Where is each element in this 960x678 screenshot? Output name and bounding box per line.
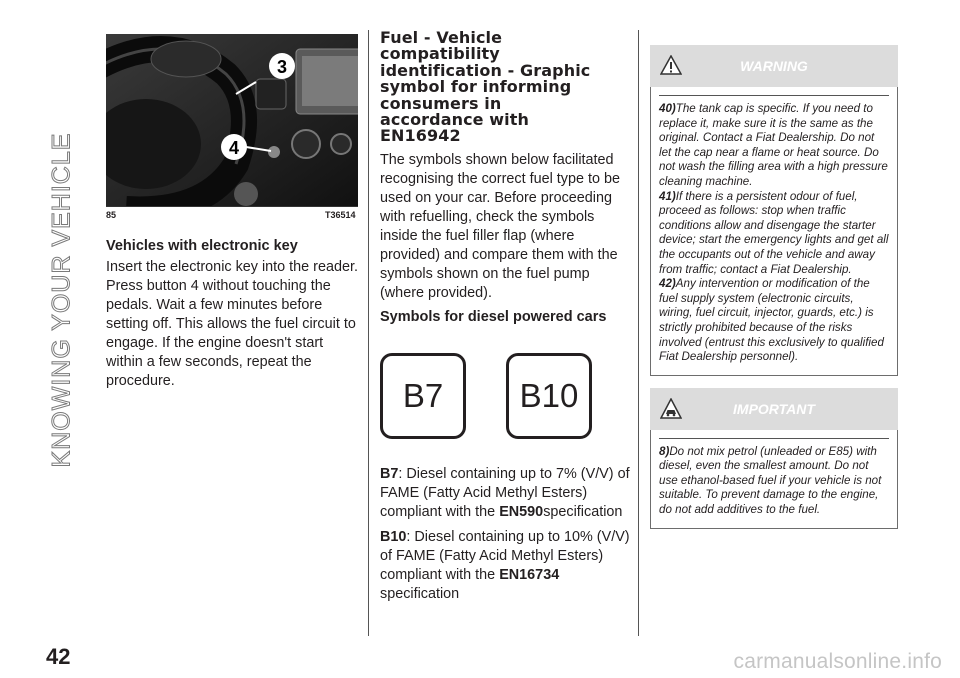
warning-item-text: The tank cap is specific. If you need to replace it, make sure it is the same as the original. Contact a Fiat Dealership. Do not let the cap near a flame or heat source. Do not wash the filling area with a high pressure cleaning machine.	[659, 102, 888, 188]
side-section-title: KNOWING YOUR VEHICLE	[47, 132, 76, 468]
definition-code: B7	[380, 465, 399, 482]
intro-text: The symbols shown below facilitated recognising the correct fuel type to be used on your car. Before proceeding with refuelling, check the symbols inside the fuel filler flap (where provided) and compare them with the symbols shown on the fuel pump (where provided).	[380, 151, 620, 301]
definition-suffix: specification	[543, 503, 623, 520]
definition-suffix: specification	[380, 585, 460, 602]
fuel-symbol-b10: B10	[506, 353, 592, 439]
warning-item-number: 40)	[659, 102, 676, 115]
car-caution-icon	[660, 398, 682, 420]
fuel-symbol-b7: B7	[380, 353, 466, 439]
warning-body	[650, 87, 898, 376]
column-2	[380, 30, 630, 610]
callout-3-label: 3	[276, 57, 288, 77]
dashboard-photo	[106, 34, 358, 206]
warning-item-text: Any intervention or modification of the fuel supply system (electronic circuits, wiring, fuel circuit, injector, guards, etc.) is strictly prohibited because of the risks involved (entrust this exclusively to qualified Fiat Dealership personnel).	[659, 277, 884, 364]
watermark: carmanualsonline.info	[733, 650, 942, 673]
figure-number: 85	[106, 210, 117, 220]
warning-rule	[659, 95, 889, 96]
important-rule	[659, 438, 889, 439]
electronic-key-text: Insert the electronic key into the reader. Press button 4 without touching the pedals. Wait a few minutes before setting off. This allows the fuel circuit to engage. If the engine doesn't start within a few seconds, repeat the procedure.	[106, 259, 358, 389]
important-title: IMPORTANT	[733, 400, 815, 417]
definition-text: : Diesel containing up to 10% (V/V) of FAME (Fatty Acid Methyl Esters) compliant with the	[380, 528, 630, 583]
important-box	[650, 388, 898, 529]
title-line: identification - Graphic	[380, 60, 591, 80]
figure-caption-rule	[106, 206, 358, 207]
column-divider	[368, 30, 369, 636]
symbol-definitions	[380, 465, 630, 604]
warning-header	[650, 45, 898, 87]
definition-code: B10	[380, 528, 407, 545]
definition-standard: EN590	[499, 503, 544, 520]
column-3	[650, 45, 898, 529]
important-item-number: 8)	[659, 444, 670, 458]
title-line: EN16942	[380, 126, 461, 146]
definition-b7	[380, 465, 630, 522]
warning-triangle-icon	[660, 55, 682, 75]
callout-4-label: 4	[228, 138, 240, 158]
warning-item	[659, 277, 889, 365]
warning-item-text: If there is a persistent odour of fuel, proceed as follows: stop when traffic conditions allow and disengage the starter device; start the emergency lights and get all the occupants out of the vehicle and away from traffic; contact a Fiat Dealership.	[659, 189, 889, 276]
page-number: 42	[46, 644, 71, 669]
electronic-key-heading: Vehicles with electronic key	[106, 238, 298, 254]
warning-item	[659, 102, 889, 190]
definition-b10	[380, 528, 630, 604]
title-line: consumers in	[380, 93, 502, 113]
title-line: compatibility	[380, 44, 500, 64]
important-header	[650, 388, 898, 430]
warning-title: WARNING	[740, 58, 808, 74]
title-line: Fuel - Vehicle	[380, 28, 503, 47]
warning-item	[659, 190, 889, 278]
definition-standard: EN16734	[499, 566, 560, 583]
definition-text: : Diesel containing up to 7% (V/V) of FAME (Fatty Acid Methyl Esters) compliant with the	[380, 465, 630, 520]
title-line: accordance with	[380, 110, 529, 130]
fuel-symbols	[380, 353, 630, 445]
important-item	[659, 445, 889, 518]
important-item-text: Do not mix petrol (unleaded or E85) with diesel, even the smallest amount. Do not use ethanol-based fuel if your vehicle is not suitable. To prevent damage to the engine, do not add additives to the fuel.	[659, 444, 882, 517]
title-line: symbol for informing	[380, 77, 572, 97]
warning-item-number: 42)	[659, 277, 676, 291]
diesel-symbols-heading: Symbols for diesel powered cars	[380, 308, 607, 325]
warning-item-number: 41)	[659, 189, 676, 203]
important-body	[650, 430, 898, 529]
figure-code: T36514	[325, 210, 356, 220]
section-title	[380, 30, 630, 145]
column-divider	[638, 30, 639, 636]
column-1	[106, 238, 358, 397]
warning-box	[650, 45, 898, 376]
